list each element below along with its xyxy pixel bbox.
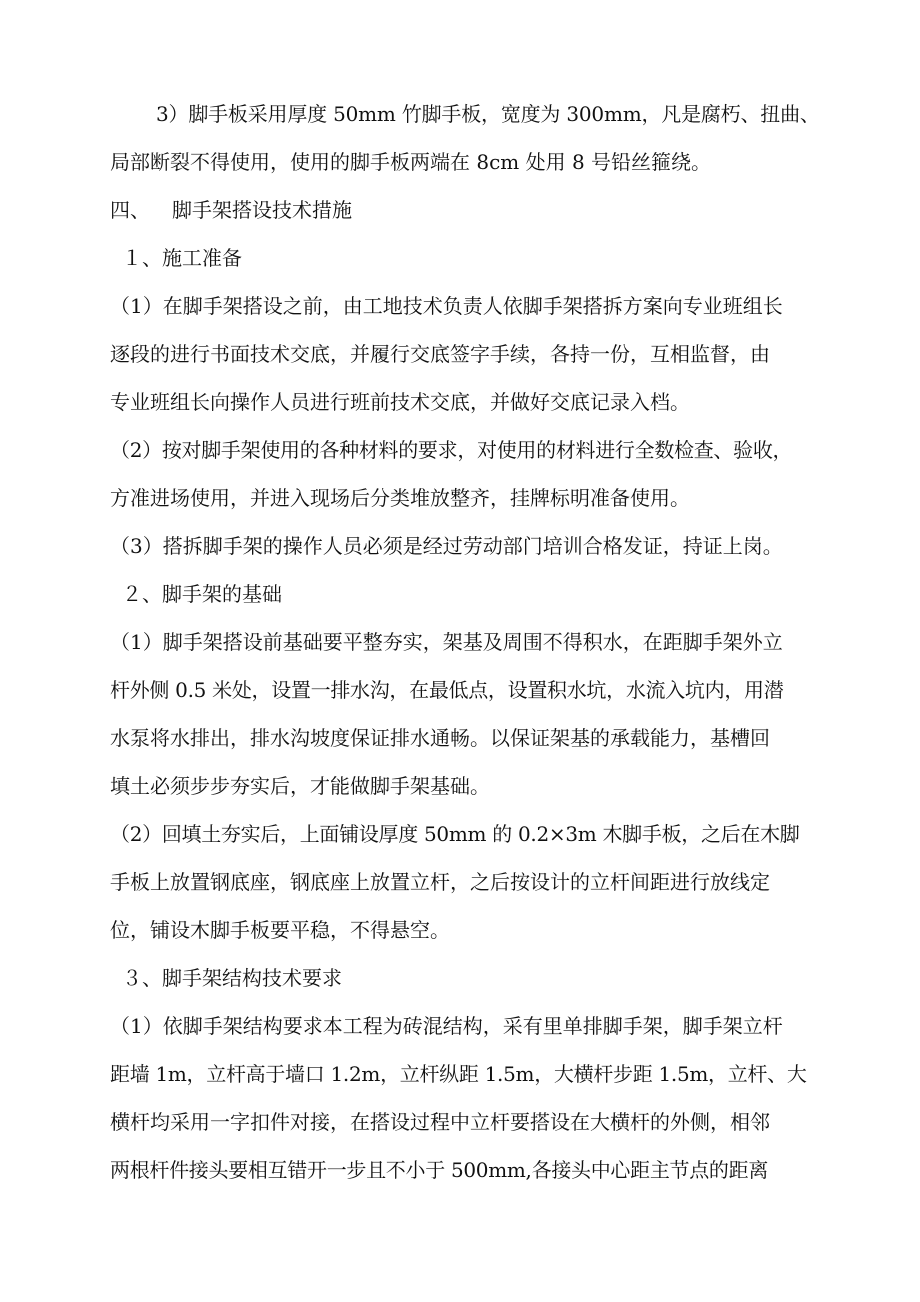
- paragraph-line: （1）依脚手架结构要求本工程为砖混结构，采有里单排脚手架，脚手架立杆: [110, 1014, 783, 1038]
- paragraph-line: 横杆均采用一字扣件对接，在搭设过程中立杆要搭设在大横杆的外侧，相邻: [110, 1110, 770, 1134]
- subsection-heading: ３、脚手架结构技术要求: [122, 966, 342, 990]
- paragraph-line: 手板上放置钢底座，钢底座上放置立杆，之后按设计的立杆间距进行放线定: [110, 870, 770, 894]
- paragraph-line: 位，铺设木脚手板要平稳，不得悬空。: [110, 918, 450, 942]
- section-heading: [110, 186, 830, 234]
- document-page: [110, 90, 830, 1194]
- subsection-heading: ２、脚手架的基础: [122, 582, 282, 606]
- paragraph-line: 专业班组长向操作人员进行班前技术交底，并做好交底记录入档。: [110, 390, 690, 414]
- subsection-heading: １、施工准备: [122, 246, 242, 270]
- paragraph-line: 局部断裂不得使用，使用的脚手板两端在 8cm 处用 8 号铅丝箍绕。: [110, 150, 712, 174]
- paragraph-line: （2）按对脚手架使用的各种材料的要求，对使用的材料进行全数检查、验收，: [110, 438, 793, 462]
- paragraph-line: 方准进场使用，并进入现场后分类堆放整齐，挂牌标明准备使用。: [110, 486, 690, 510]
- paragraph-line: （1）在脚手架搭设之前，由工地技术负责人依脚手架搭拆方案向专业班组长: [110, 294, 783, 318]
- paragraph-line: 杆外侧 0.5 米处，设置一排水沟，在最低点，设置积水坑，水流入坑内，用潜: [110, 678, 784, 702]
- paragraph-line: 3）脚手板采用厚度 50mm 竹脚手板，宽度为 300mm，凡是腐朽、扭曲、: [156, 102, 820, 126]
- paragraph-line: 两根杆件接头要相互错开一步且不小于 500mm,各接头中心距主节点的距离: [110, 1158, 769, 1182]
- section-number: 四、: [110, 198, 150, 222]
- section-title: 脚手架搭设技术措施: [172, 198, 352, 222]
- paragraph-line: （2）回填土夯实后，上面铺设厚度 50mm 的 0.2×3m 木脚手板，之后在木脚: [110, 822, 800, 846]
- paragraph-line: 距墙 1m，立杆高于墙口 1.2m，立杆纵距 1.5m，大横杆步距 1.5m，立杆、大: [110, 1062, 807, 1086]
- paragraph-line: 填土必须步步夯实后，才能做脚手架基础。: [110, 774, 490, 798]
- paragraph-line: （1）脚手架搭设前基础要平整夯实，架基及周围不得积水，在距脚手架外立: [110, 630, 783, 654]
- paragraph-line: 水泵将水排出，排水沟坡度保证排水通畅。以保证架基的承载能力，基槽回: [110, 726, 770, 750]
- paragraph-line: 逐段的进行书面技术交底，并履行交底签字手续，各持一份，互相监督，由: [110, 342, 770, 366]
- paragraph-line: （3）搭拆脚手架的操作人员必须是经过劳动部门培训合格发证，持证上岗。: [110, 534, 783, 558]
